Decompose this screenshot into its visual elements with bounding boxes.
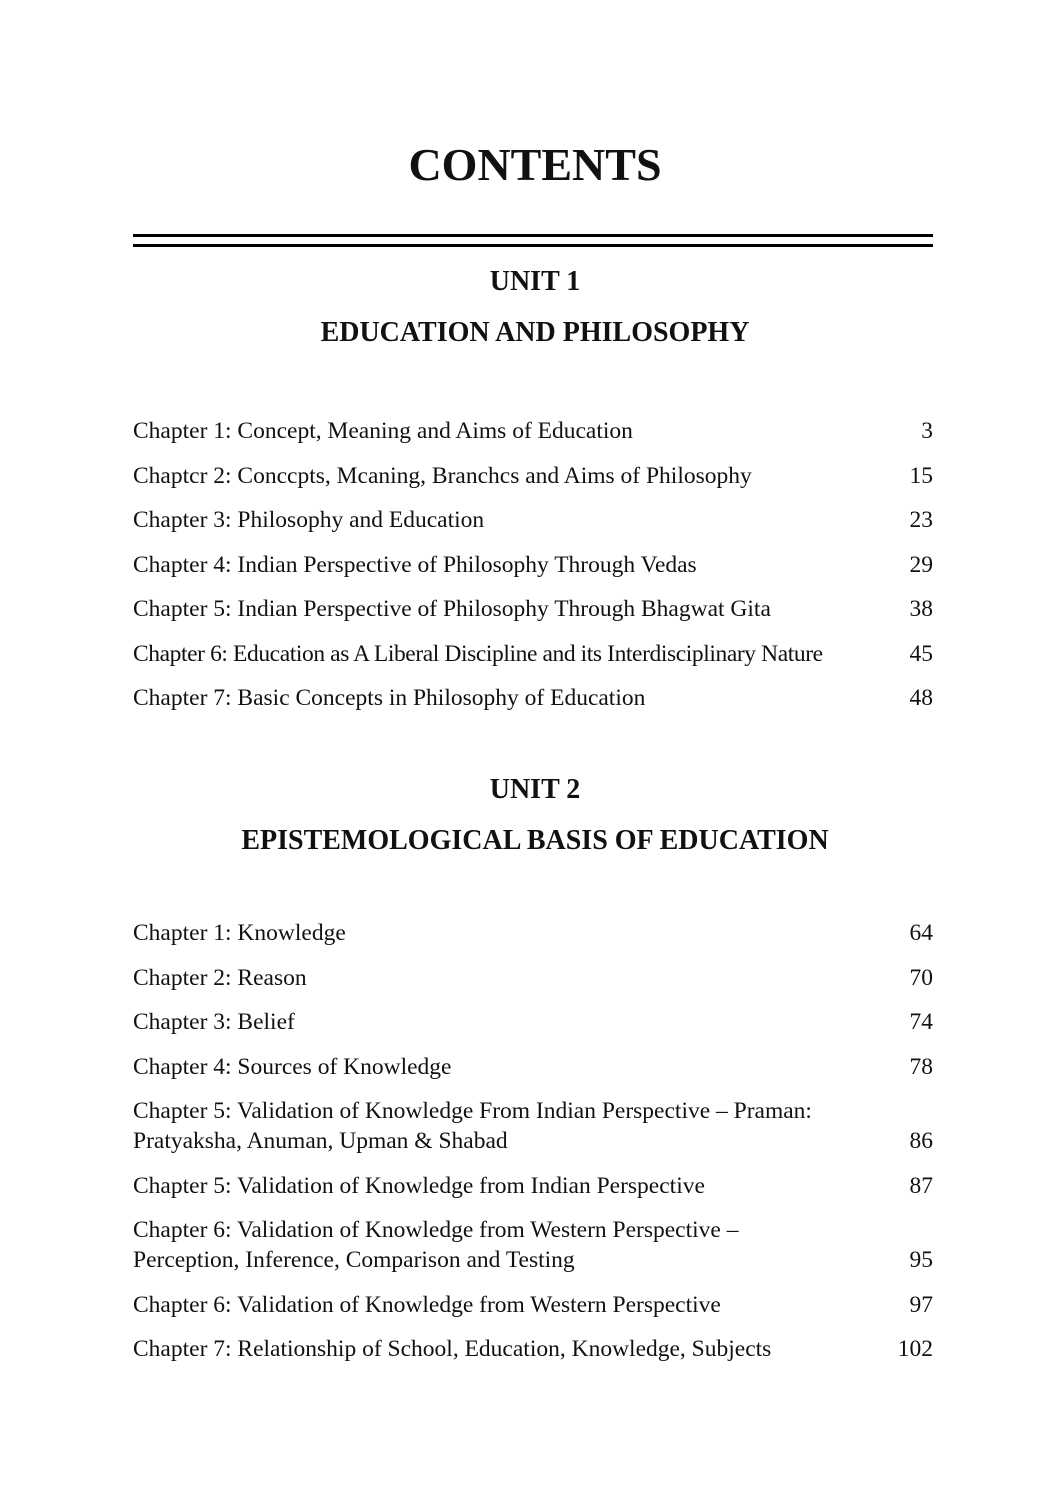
chapter-title: Chapter 5: Indian Perspective of Philosophy Through Bhagwat Gita [133, 596, 771, 622]
toc-entry[interactable] [133, 639, 933, 669]
page-number: 64 [909, 920, 933, 946]
page-number: 97 [909, 1291, 933, 1318]
page-number: 74 [909, 1009, 933, 1035]
page-number: 15 [909, 462, 933, 489]
toc-entry[interactable] [133, 594, 933, 624]
toc-entry[interactable] [133, 918, 933, 948]
double-rule-bottom [133, 244, 933, 247]
chapter-title-continued: Perception, Inference, Comparison and Testing [133, 1247, 575, 1273]
page-number: 29 [909, 551, 933, 578]
toc-entry[interactable] [133, 683, 933, 713]
unit-1-label: UNIT 1 [489, 266, 581, 297]
chapter-title: Chapter 2: Reason [133, 964, 307, 991]
chapter-title: Chapter 5: Validation of Knowledge From Indian Perspective – Praman: [133, 1098, 812, 1124]
toc-entry[interactable] [133, 1096, 933, 1156]
chapter-title: Chapter 3: Philosophy and Education [133, 507, 485, 533]
page-number: 87 [909, 1172, 933, 1199]
toc-entry[interactable] [133, 505, 933, 535]
unit-2-toc [133, 918, 933, 1379]
page-number: 70 [909, 964, 933, 991]
chapter-title: Chapter 6: Education as A Liberal Discipline and its Interdisciplinary Nature [133, 640, 823, 667]
page-number: 38 [909, 596, 933, 622]
page-number: 78 [909, 1053, 933, 1080]
page-number: 23 [909, 507, 933, 533]
chapter-title-continued: Pratyaksha, Anuman, Upman & Shabad [133, 1128, 508, 1154]
chapter-title: Chapter 1: Knowledge [133, 920, 346, 946]
chapter-title: Chapter 1: Concept, Meaning and Aims of Education [133, 418, 633, 444]
unit-1-title: EDUCATION AND PHILOSOPHY [320, 317, 750, 348]
chapter-title: Chapter 4: Sources of Knowledge [133, 1053, 452, 1080]
toc-entry[interactable] [133, 1334, 933, 1364]
toc-entry[interactable] [133, 1007, 933, 1037]
toc-entry[interactable] [133, 1290, 933, 1320]
page-number: 86 [909, 1128, 933, 1154]
unit-1-toc [133, 416, 933, 728]
page-number: 48 [909, 685, 933, 711]
toc-entry[interactable] [133, 461, 933, 491]
chapter-title: Chapter 6: Validation of Knowledge from Western Perspective [133, 1291, 721, 1318]
page-number: 95 [909, 1247, 933, 1273]
chapter-title: Chapter 5: Validation of Knowledge from Indian Perspective [133, 1172, 705, 1199]
page-title: CONTENTS [408, 139, 662, 190]
toc-entry[interactable] [133, 1171, 933, 1201]
toc-entry[interactable] [133, 416, 933, 446]
chapter-title: Chapter 7: Basic Concepts in Philosophy of Education [133, 685, 646, 711]
chapter-title: Chaptcr 2: Conccpts, Mcaning, Branchcs and Aims of Philosophy [133, 462, 752, 489]
page-number: 102 [897, 1336, 933, 1362]
chapter-title: Chapter 4: Indian Perspective of Philosophy Through Vedas [133, 551, 697, 578]
toc-entry[interactable] [133, 550, 933, 580]
page-number: 45 [909, 640, 933, 667]
unit-2-label: UNIT 2 [489, 774, 581, 805]
chapter-title: Chapter 3: Belief [133, 1009, 295, 1035]
double-rule-top [133, 234, 933, 237]
toc-entry[interactable] [133, 1215, 933, 1275]
page-number: 3 [921, 418, 933, 444]
chapter-title: Chapter 6: Validation of Knowledge from Western Perspective – [133, 1217, 739, 1243]
toc-entry[interactable] [133, 963, 933, 993]
toc-entry[interactable] [133, 1052, 933, 1082]
chapter-title: Chapter 7: Relationship of School, Education, Knowledge, Subjects [133, 1336, 772, 1362]
unit-2-title: EPISTEMOLOGICAL BASIS OF EDUCATION [241, 825, 829, 856]
